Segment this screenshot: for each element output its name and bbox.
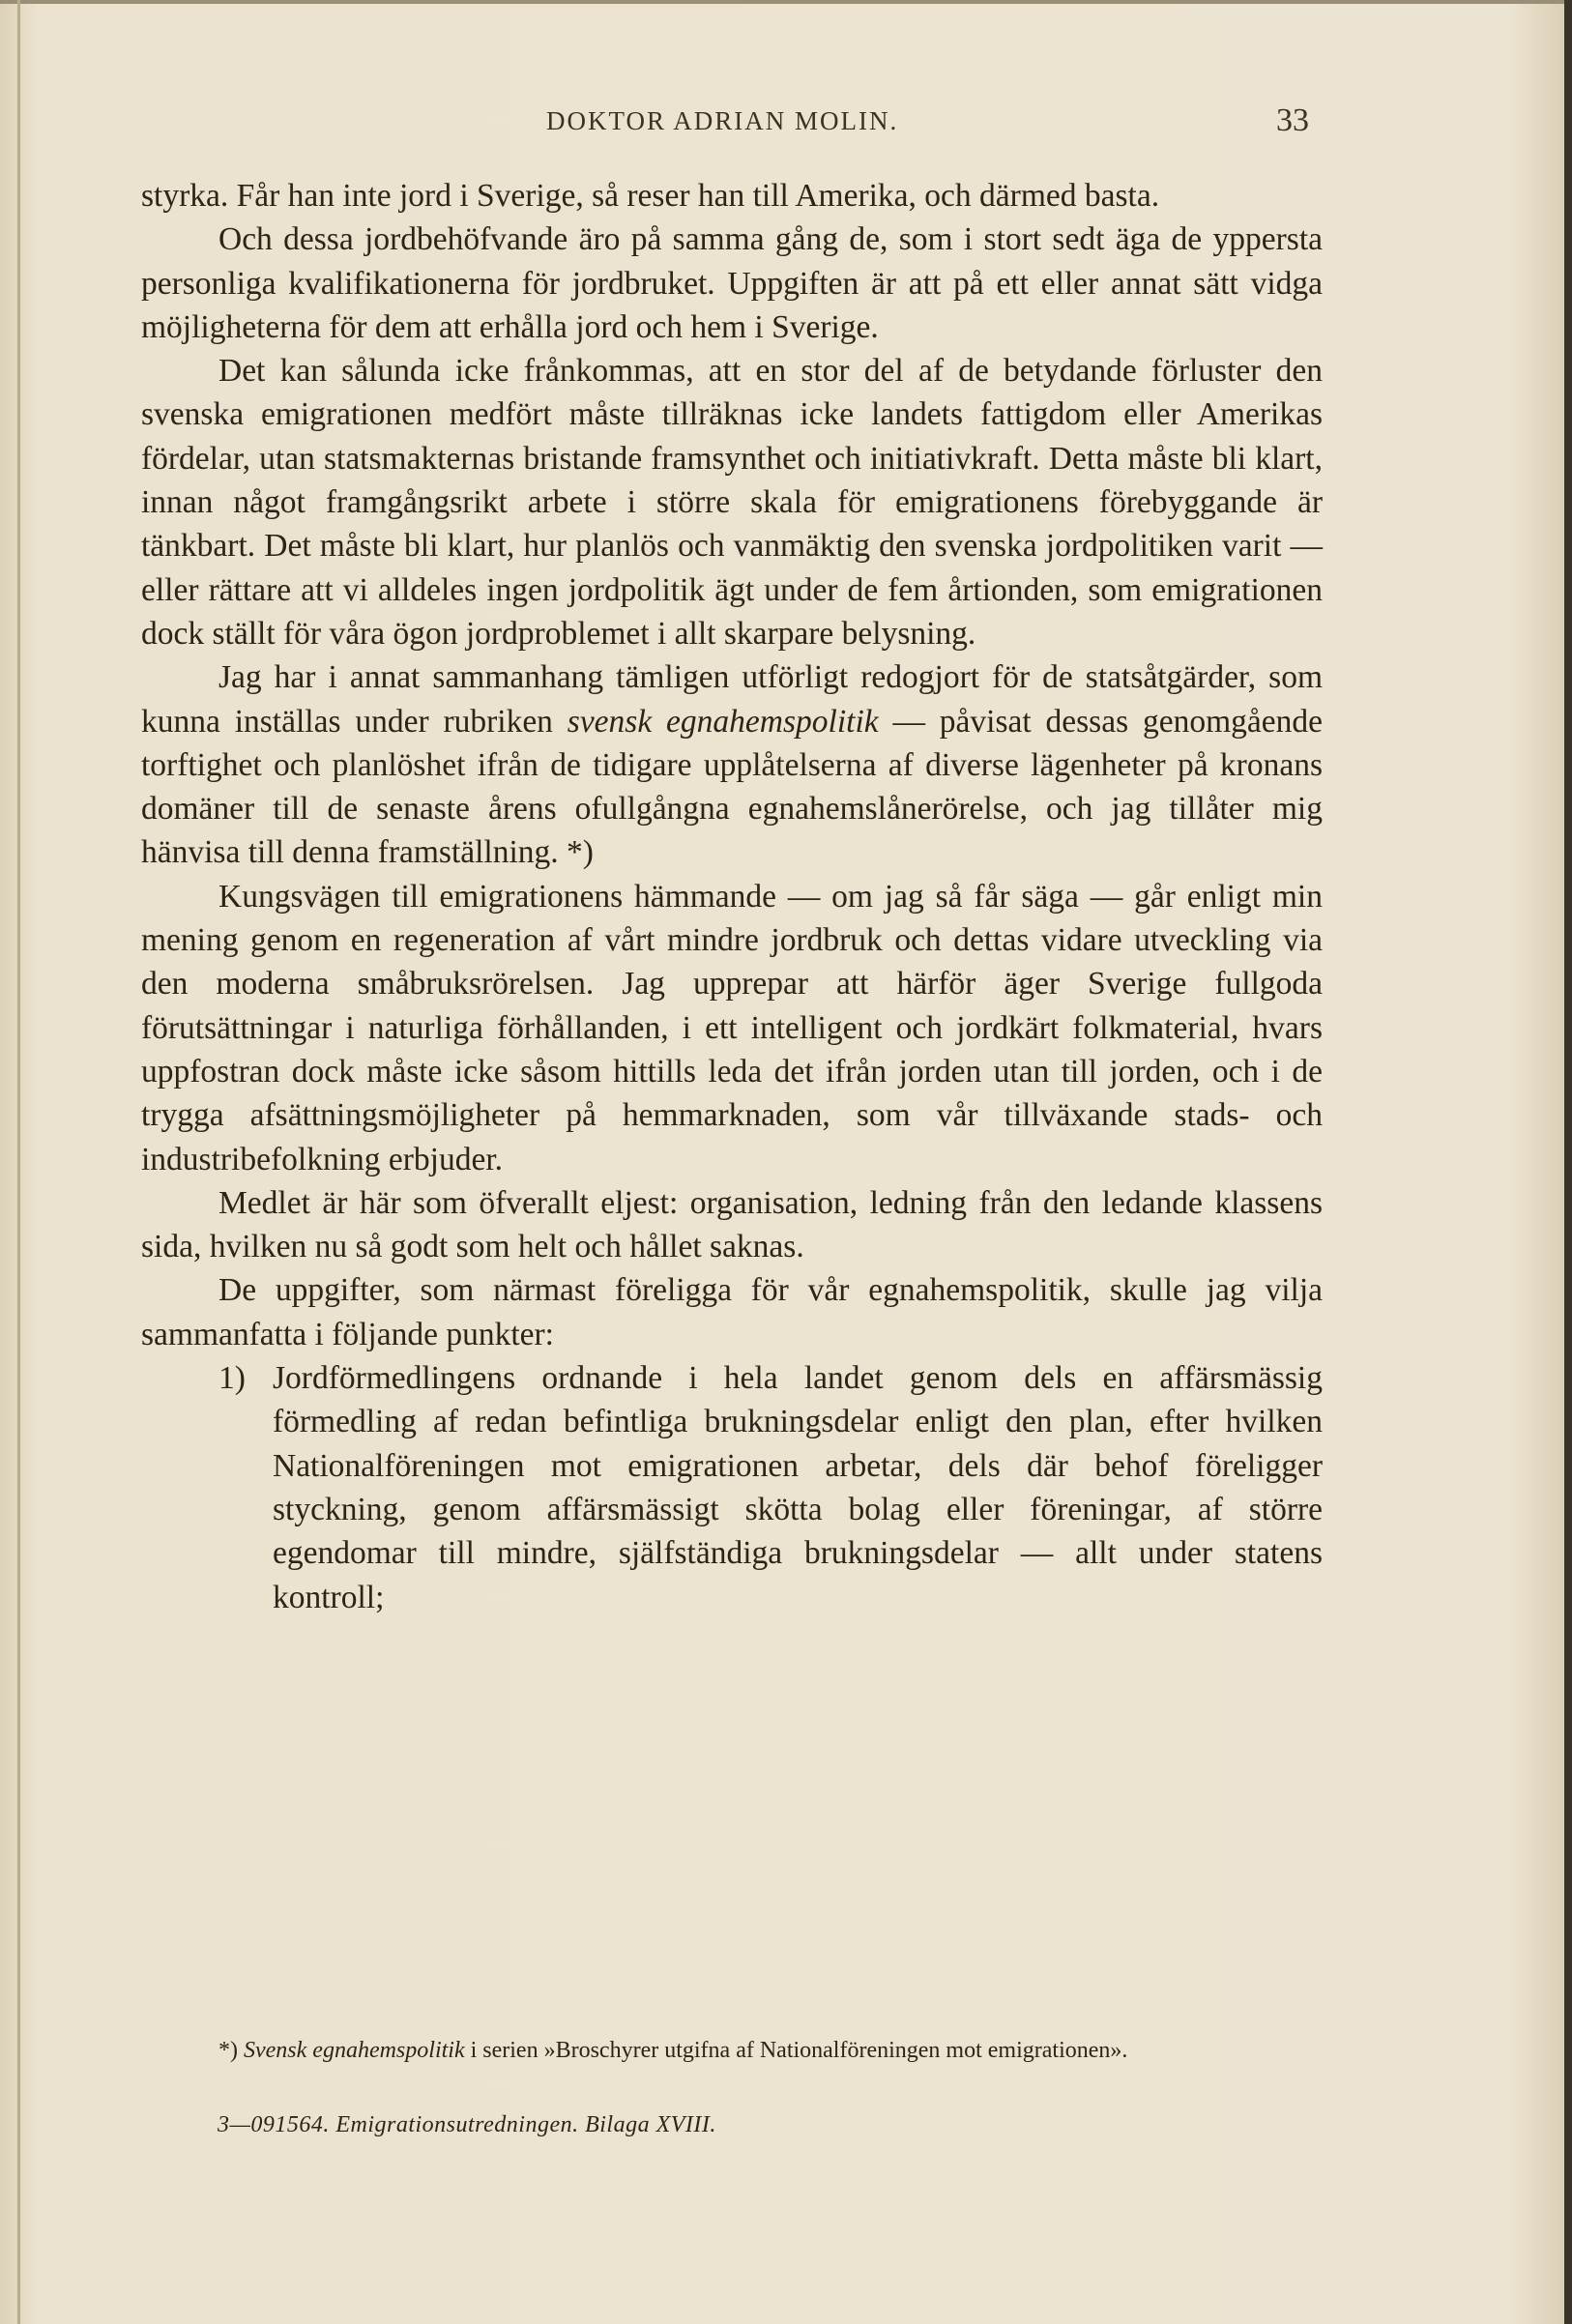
paragraph: styrka. Får han inte jord i Sverige, så reser han till Amerika, och därmed basta. bbox=[141, 178, 1160, 214]
paragraph: Medlet är här som öfverallt eljest: organisation, ledning från den ledande klassens sida, hvilken nu så godt som helt och hållet saknas. bbox=[141, 1184, 1323, 1265]
body-text bbox=[141, 174, 1323, 1619]
numbered-list-item bbox=[141, 1356, 1323, 1619]
paragraph: Och dessa jordbehöfvande äro på samma gång de, som i stort sedt äga de yppersta personliga kvalifikationerna för jordbruket. Uppgiften är att på ett eller annat sätt vidga möjligheterna för dem att erhålla jord och hem i Sverige. bbox=[141, 221, 1323, 345]
italic-term: svensk egnahemspolitik bbox=[567, 703, 879, 740]
footnote bbox=[141, 2035, 1323, 2067]
footnote-text bbox=[141, 2035, 1323, 2067]
footnote-body: i serien »Broschyrer utgifna af Nationalföreningen mot emigrationen». bbox=[464, 2038, 1128, 2063]
paragraph: Kungsvägen till emigrationens hämmande — om jag så får säga — går enligt min mening genom en regeneration af vårt mindre jordbruk och dettas vidare utveckling via den moderna småbruksrörelsen. Jag upprepar att härför äger Sverige fullgoda förutsättningar i naturliga förhållanden, i ett intelligent och jordkärt folkmaterial, hvars uppfostran dock måste icke såsom hittills leda det ifrån jorden utan till jorden, och i de trygga afsättningsmöjligheter på hemmarknaden, som vår tillväxande stads- och industribefolkning erbjuder. bbox=[141, 878, 1323, 1177]
page-gutter-edge bbox=[17, 0, 20, 2324]
paragraph bbox=[141, 655, 1323, 874]
paragraph-text: Jag har i annat sammanhang tämligen utförligt redogjort för de statsåtgärder, som kunna inställas under rubriken bbox=[141, 659, 1323, 740]
running-title: DOKTOR ADRIAN MOLIN. bbox=[546, 106, 899, 135]
paragraph: De uppgifter, som närmast föreligga för vår egnahemspolitik, skulle jag vilja sammanfatta i följande punkter: bbox=[141, 1272, 1323, 1352]
footnote-title: Svensk egnahemspolitik bbox=[244, 2038, 465, 2063]
paragraph-text: — påvisat dessas genomgående torftighet och planlöshet ifrån de tidigare upplåtelserna af diverse lägenheter på kronans domäner till de senaste årens ofullgångna egnahemslånerörelse, och jag tillåter mig hänvisa till denna framställning. *) bbox=[141, 703, 1323, 871]
paragraph: Det kan sålunda icke frånkommas, att en stor del af de betydande förluster den svenska emigrationen medfört måste tillräknas icke landets fattigdom eller Amerikas fördelar, utan statsmakternas bristande framsynthet och initiativkraft. Detta måste bli klart, innan något framgångsrikt arbete i större skala för emigrationens förebyggande är tänkbart. Det måste bli klart, hur planlös och vanmäktig den svenska jordpolitiken varit — eller rättare att vi alldeles ingen jordpolitik ägt under de fem årtionden, som emigrationen dock ställt för våra ögon jordproblemet i allt skarpare belysning. bbox=[141, 353, 1323, 652]
list-text: Jordförmedlingens ordnande i hela landet genom dels en affärsmässig förmedling af redan befintliga brukningsdelar enligt den plan, efter hvilken Nationalföreningen mot emigrationen arbetar, dels där behof föreligger styckning, genom affärsmässigt skötta bolag eller föreningar, af större egendomar till mindre, själfständiga brukningsdelar — allt under statens kontroll; bbox=[273, 1360, 1323, 1615]
signature-line: 3—091564. Emigrationsutredningen. Bilaga XVIII. bbox=[218, 2112, 716, 2137]
page-number: 33 bbox=[1276, 102, 1309, 138]
page-top-edge bbox=[0, 0, 1572, 4]
list-number: 1) bbox=[218, 1360, 246, 1397]
footnote-marker: *) bbox=[218, 2038, 238, 2063]
page-right-edge bbox=[1564, 0, 1572, 2324]
